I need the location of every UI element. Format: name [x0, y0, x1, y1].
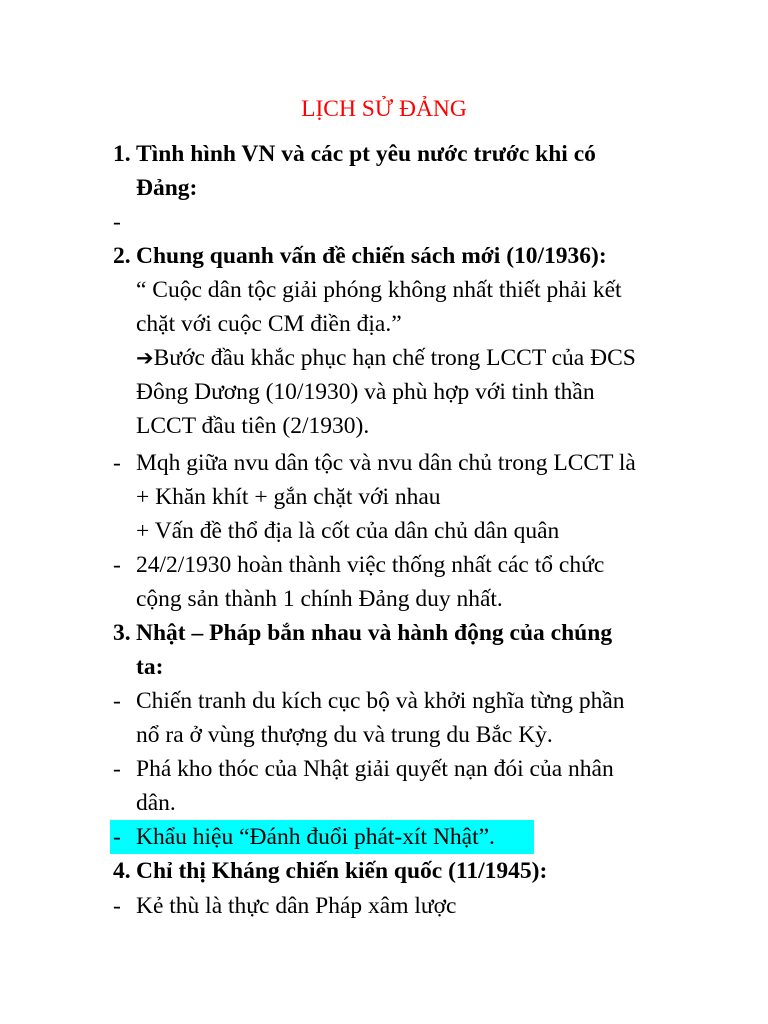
section-1-number: 1. — [113, 141, 131, 167]
section-2-number: 2. — [113, 243, 131, 269]
bullet-text: + Khăn khít + gắn chặt với nhau — [136, 484, 441, 510]
bullet-dash: - — [113, 756, 121, 782]
arrow-text-1: Bước đầu khắc phục hạn chế trong LCCT của ĐCS — [153, 345, 636, 371]
bullet-text: dân. — [136, 790, 176, 816]
bullet-text: Kẻ thù là thực dân Pháp xâm lược — [136, 893, 457, 919]
bullet-text: Mqh giữa nvu dân tộc và nvu dân chủ trong LCCT là — [136, 450, 636, 476]
document-title: LỊCH SỬ ĐẢNG — [301, 96, 467, 122]
section-1-dash: - — [113, 209, 121, 235]
bullet-text: nổ ra ở vùng thượng du và trung du Bắc Kỳ. — [136, 722, 553, 748]
section-3-heading-text-2: ta: — [136, 654, 164, 680]
bullet-dash: - — [113, 893, 121, 919]
arrow-text-3: LCCT đầu tiên (2/1930). — [136, 413, 370, 439]
bullet-text: 24/2/1930 hoàn thành việc thống nhất các tổ chức — [136, 552, 605, 578]
arrow-text-2: Đông Dương (10/1930) và phù hợp với tinh thần — [136, 379, 595, 405]
section-1-heading-text-1: Tình hình VN và các pt yêu nước trước khi có — [136, 141, 596, 167]
bullet-dash: - — [113, 450, 121, 476]
highlighted-bullet-text: Khẩu hiệu “Đánh đuổi phát-xít Nhật”. — [136, 824, 495, 850]
bullet-dash: - — [113, 688, 121, 714]
quote-text-1: “ Cuộc dân tộc giải phóng không nhất thiết phải kết — [136, 277, 622, 303]
bullet-dash: - — [113, 552, 121, 578]
bullet-text: Chiến tranh du kích cục bộ và khởi nghĩa từng phần — [136, 688, 625, 714]
section-4-heading-text: Chỉ thị Kháng chiến kiến quốc (11/1945): — [136, 858, 548, 884]
section-3-heading-text-1: Nhật – Pháp bắn nhau và hành động của chúng — [136, 620, 613, 646]
section-1-heading-text-2: Đảng: — [136, 175, 198, 201]
section-4-number: 4. — [113, 858, 131, 884]
bullet-dash: - — [113, 824, 121, 850]
right-arrow-icon: ➔ — [136, 346, 154, 370]
bullet-text: + Vấn đề thổ địa là cốt của dân chủ dân quân — [136, 518, 560, 544]
section-3-number: 3. — [113, 620, 131, 646]
bullet-text: cộng sản thành 1 chính Đảng duy nhất. — [136, 586, 503, 612]
bullet-text: Phá kho thóc của Nhật giải quyết nạn đói của nhân — [136, 756, 614, 782]
section-2-heading-text: Chung quanh vấn đề chiến sách mới (10/1936): — [136, 243, 607, 269]
quote-text-2: chặt với cuộc CM điền địa.” — [136, 311, 402, 337]
